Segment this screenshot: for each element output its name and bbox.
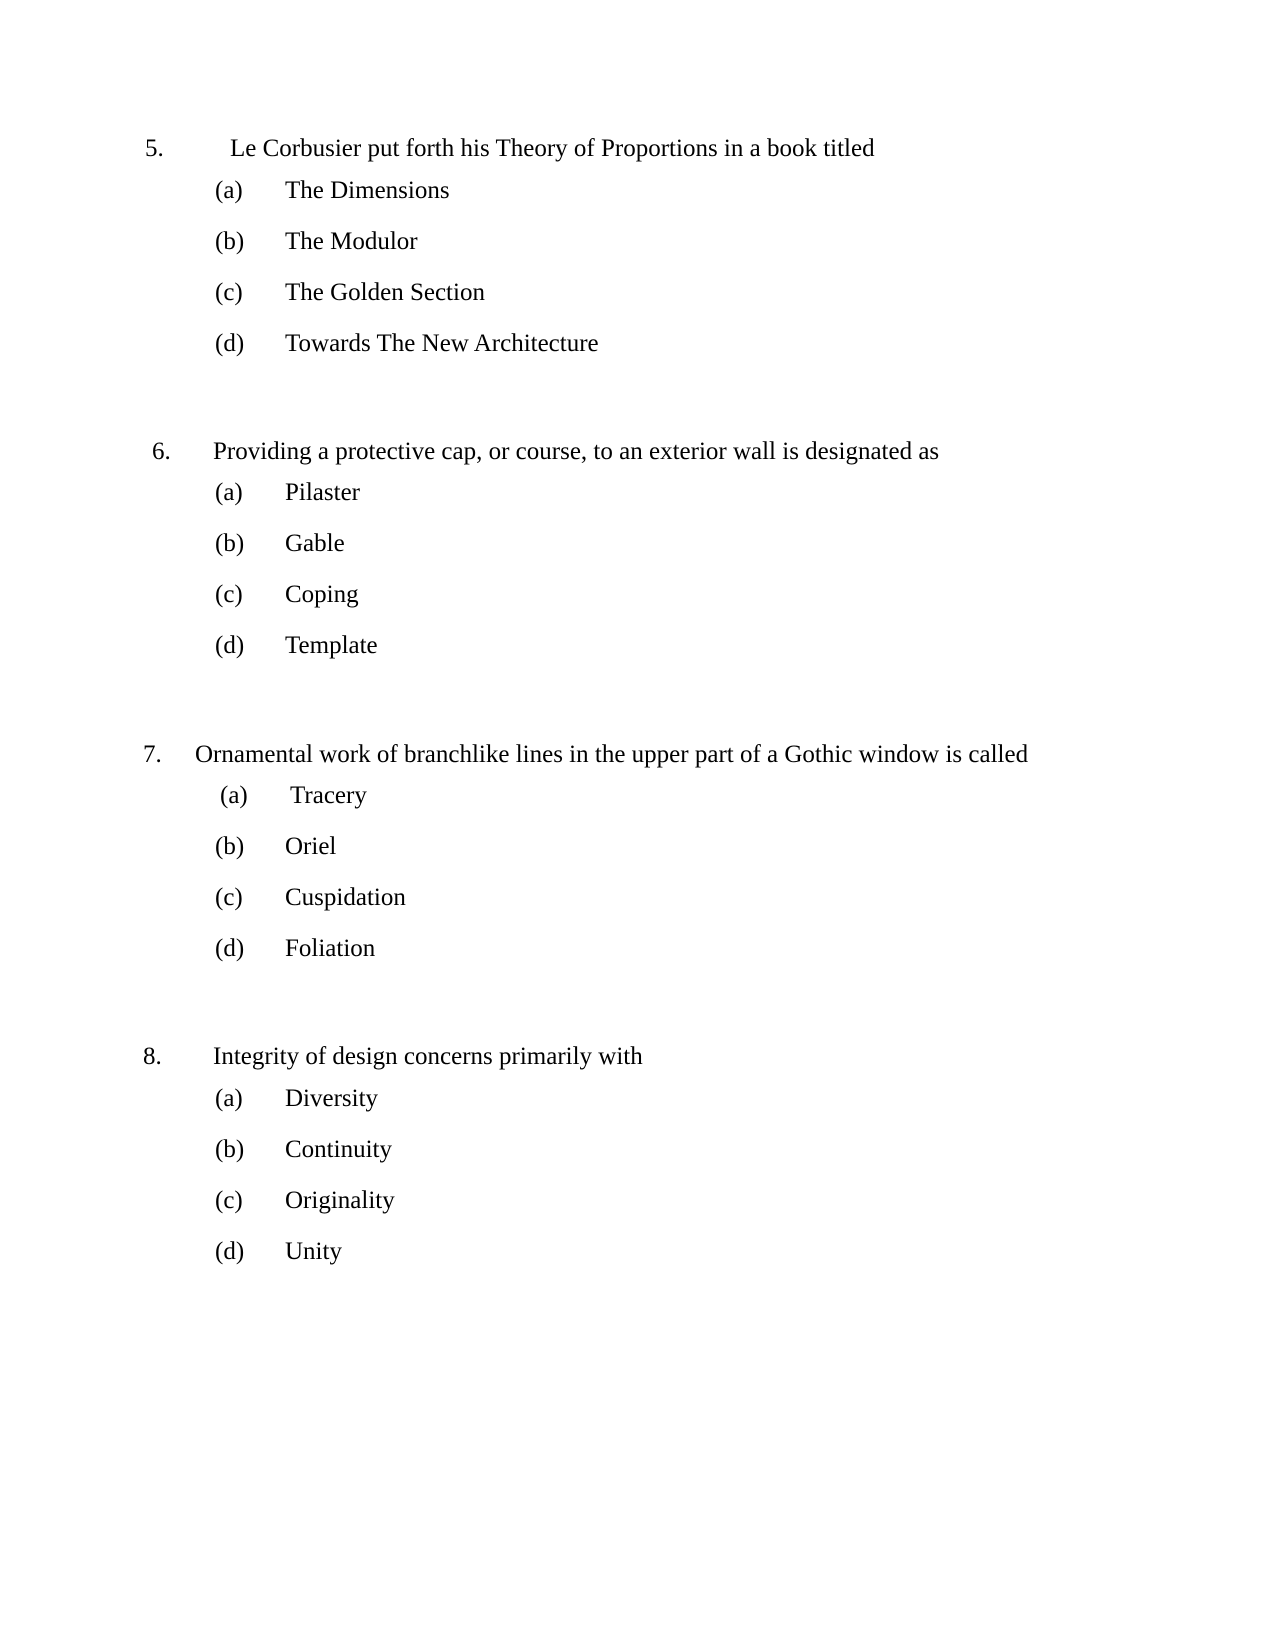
option-row[interactable]: [215, 633, 1073, 684]
option-row[interactable]: [215, 1086, 1073, 1137]
option-row[interactable]: [215, 531, 1073, 582]
option-marker: (c): [215, 278, 243, 306]
option-label: Originality: [285, 1186, 395, 1214]
option-marker: (b): [215, 1135, 245, 1163]
option-row[interactable]: [215, 1188, 1073, 1239]
option-marker: (b): [215, 530, 245, 557]
option-row[interactable]: [215, 1137, 1073, 1188]
option-marker: (a): [215, 1084, 243, 1112]
option-row[interactable]: [215, 480, 1073, 531]
option-row[interactable]: [215, 885, 1073, 936]
option-row[interactable]: [220, 783, 1073, 834]
question-number: 6.: [152, 437, 171, 465]
question-heading: [152, 436, 1073, 469]
option-label: Cuspidation: [285, 884, 406, 911]
question-number: 8.: [143, 1043, 162, 1070]
option-row[interactable]: [215, 229, 1073, 280]
option-marker: (a): [215, 176, 243, 204]
option-label: Coping: [285, 581, 359, 608]
option-marker: (c): [215, 1186, 243, 1214]
option-label: Tracery: [290, 782, 367, 809]
question-heading: [143, 738, 1071, 771]
option-label: Gable: [285, 530, 345, 557]
question-block-5: [143, 133, 1073, 382]
option-list: [143, 178, 1073, 382]
question-heading: [143, 1041, 1073, 1074]
option-row[interactable]: [215, 582, 1073, 633]
option-label: Foliation: [285, 935, 376, 962]
question-heading: [145, 133, 1073, 166]
option-marker: (a): [220, 782, 248, 809]
option-label: Diversity: [285, 1084, 379, 1112]
question-number: 5.: [145, 135, 164, 162]
question-block-8: [143, 1041, 1073, 1290]
question-block-6: [143, 436, 1073, 685]
option-label: The Modulor: [285, 227, 418, 255]
question-list: [143, 133, 1073, 1290]
question-text: Integrity of design concerns primarily with: [213, 1043, 643, 1070]
option-label: Continuity: [285, 1135, 392, 1163]
option-marker: (b): [215, 227, 245, 255]
option-marker: (d): [215, 632, 245, 659]
option-row[interactable]: [215, 936, 1073, 987]
option-list: [143, 783, 1073, 987]
option-marker: (b): [215, 833, 245, 860]
option-marker: (c): [215, 884, 243, 911]
option-row[interactable]: [215, 178, 1073, 229]
option-marker: (a): [215, 479, 243, 506]
option-label: Unity: [285, 1237, 342, 1265]
option-label: Towards The New Architecture: [285, 329, 599, 357]
option-list: [143, 480, 1073, 684]
question-text: Ornamental work of branchlike lines in the upper part of a Gothic window is called: [195, 741, 1029, 768]
option-list: [143, 1086, 1073, 1290]
question-text: Providing a protective cap, or course, to an exterior wall is designated as: [213, 437, 940, 465]
option-label: Pilaster: [285, 479, 360, 506]
option-row[interactable]: [215, 280, 1073, 331]
option-marker: (d): [215, 1237, 245, 1265]
option-row[interactable]: [215, 331, 1073, 382]
question-block-7: [143, 738, 1073, 987]
option-marker: (d): [215, 935, 245, 962]
question-number: 7.: [143, 741, 162, 768]
option-label: Template: [285, 632, 378, 659]
option-label: Oriel: [285, 833, 337, 860]
option-label: The Dimensions: [285, 176, 450, 204]
option-row[interactable]: [215, 834, 1073, 885]
option-row[interactable]: [215, 1239, 1073, 1290]
option-marker: (c): [215, 581, 243, 608]
option-marker: (d): [215, 329, 245, 357]
question-text: Le Corbusier put forth his Theory of Proportions in a book titled: [230, 135, 875, 162]
option-label: The Golden Section: [285, 278, 485, 306]
